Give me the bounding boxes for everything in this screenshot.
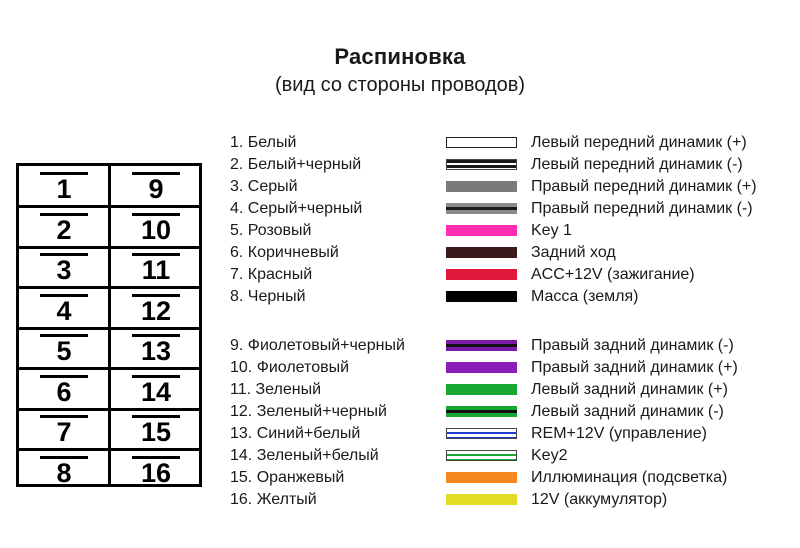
- diagram-title: Распиновка: [334, 44, 466, 69]
- wire-label: 10. Фиолетовый: [230, 359, 350, 376]
- wire-function: Левый задний динамик (+): [531, 381, 728, 398]
- wire-row: [0, 379, 800, 401]
- pin-number: 7: [56, 417, 72, 447]
- wire-color-swatch: [446, 340, 517, 351]
- wire-row: [0, 154, 800, 176]
- pin-number: 15: [140, 417, 172, 447]
- wire-function: Правый передний динамик (-): [531, 200, 753, 217]
- wire-row: [0, 445, 800, 467]
- wire-function: Иллюминация (подсветка): [531, 469, 728, 486]
- wire-color-swatch: [446, 384, 517, 395]
- pin-number: 9: [148, 174, 164, 204]
- wire-row: [0, 423, 800, 445]
- pin-number: 6: [56, 376, 72, 407]
- wire-row: [0, 335, 800, 357]
- wire-function: Правый передний динамик (+): [531, 178, 757, 195]
- wire-label: 5. Розовый: [230, 222, 312, 239]
- wire-label: 1. Белый: [230, 134, 297, 151]
- pin-number: 3: [56, 255, 72, 285]
- wire-function: ACC+12V (зажигание): [531, 266, 695, 283]
- wire-function: Левый задний динамик (-): [531, 403, 724, 420]
- wire-color-swatch: [446, 225, 517, 236]
- pin-number: 16: [140, 457, 172, 488]
- wire-label: 4. Серый+черный: [230, 200, 363, 217]
- wire-row: [0, 286, 800, 308]
- wire-row: [0, 489, 800, 511]
- wire-row: [0, 357, 800, 379]
- wire-label: 6. Коричневый: [230, 244, 339, 261]
- wire-label: 12. Зеленый+черный: [230, 403, 387, 420]
- wire-color-swatch: [446, 181, 517, 192]
- wire-color-swatch: [446, 291, 517, 302]
- wire-row: [0, 132, 800, 154]
- wire-color-swatch: [446, 450, 517, 461]
- wire-row: [0, 401, 800, 423]
- wire-label: 8. Черный: [230, 288, 306, 305]
- wire-label: 2. Белый+черный: [230, 156, 362, 173]
- wire-color-swatch: [446, 362, 517, 373]
- wire-row: [0, 264, 800, 286]
- pin-number: 1: [56, 174, 72, 204]
- wire-color-swatch: [446, 203, 517, 214]
- wire-color-swatch: [446, 406, 517, 417]
- wire-label: 13. Синий+белый: [230, 425, 361, 442]
- pin-number: 8: [56, 457, 72, 488]
- pin-number: 11: [141, 255, 171, 285]
- wire-row: [0, 220, 800, 242]
- wire-function: Левый передний динамик (+): [531, 134, 747, 151]
- wire-label: 3. Серый: [230, 178, 298, 195]
- wire-row: [0, 467, 800, 489]
- pin-number: 4: [56, 295, 72, 326]
- wire-color-swatch: [446, 137, 517, 148]
- pin-number: 2: [56, 214, 72, 245]
- wire-label: 11. Зеленый: [230, 381, 322, 398]
- wire-label: 14. Зеленый+белый: [230, 447, 379, 464]
- diagram-subtitle: (вид со стороны проводов): [274, 74, 526, 96]
- pin-number: 10: [140, 214, 172, 245]
- wire-function: REM+12V (управление): [531, 425, 707, 442]
- wire-function: Правый задний динамик (+): [531, 359, 738, 376]
- wire-color-swatch: [446, 472, 517, 483]
- wire-color-swatch: [446, 159, 517, 170]
- wire-label: 9. Фиолетовый+черный: [230, 337, 405, 354]
- wire-label: 7. Красный: [230, 266, 313, 283]
- pin-number: 5: [56, 336, 72, 366]
- wire-label: 16. Желтый: [230, 491, 317, 508]
- wire-color-swatch: [446, 247, 517, 258]
- wire-row: [0, 242, 800, 264]
- pin-number: 14: [140, 376, 172, 407]
- wire-function: Правый задний динамик (-): [531, 337, 734, 354]
- wire-function: Key 1: [531, 222, 572, 239]
- wire-label: 15. Оранжевый: [230, 469, 345, 486]
- wire-function: Key2: [531, 447, 568, 464]
- wire-function: Масса (земля): [531, 288, 639, 305]
- wire-row: [0, 176, 800, 198]
- wire-color-swatch: [446, 428, 517, 439]
- wire-function: 12V (аккумулятор): [531, 491, 668, 508]
- pin-number: 13: [140, 336, 172, 366]
- wire-function: Левый передний динамик (-): [531, 156, 743, 173]
- wire-color-swatch: [446, 494, 517, 505]
- wire-row: [0, 198, 800, 220]
- pin-number: 12: [140, 295, 172, 326]
- wire-color-swatch: [446, 269, 517, 280]
- wire-function: Задний ход: [531, 244, 616, 261]
